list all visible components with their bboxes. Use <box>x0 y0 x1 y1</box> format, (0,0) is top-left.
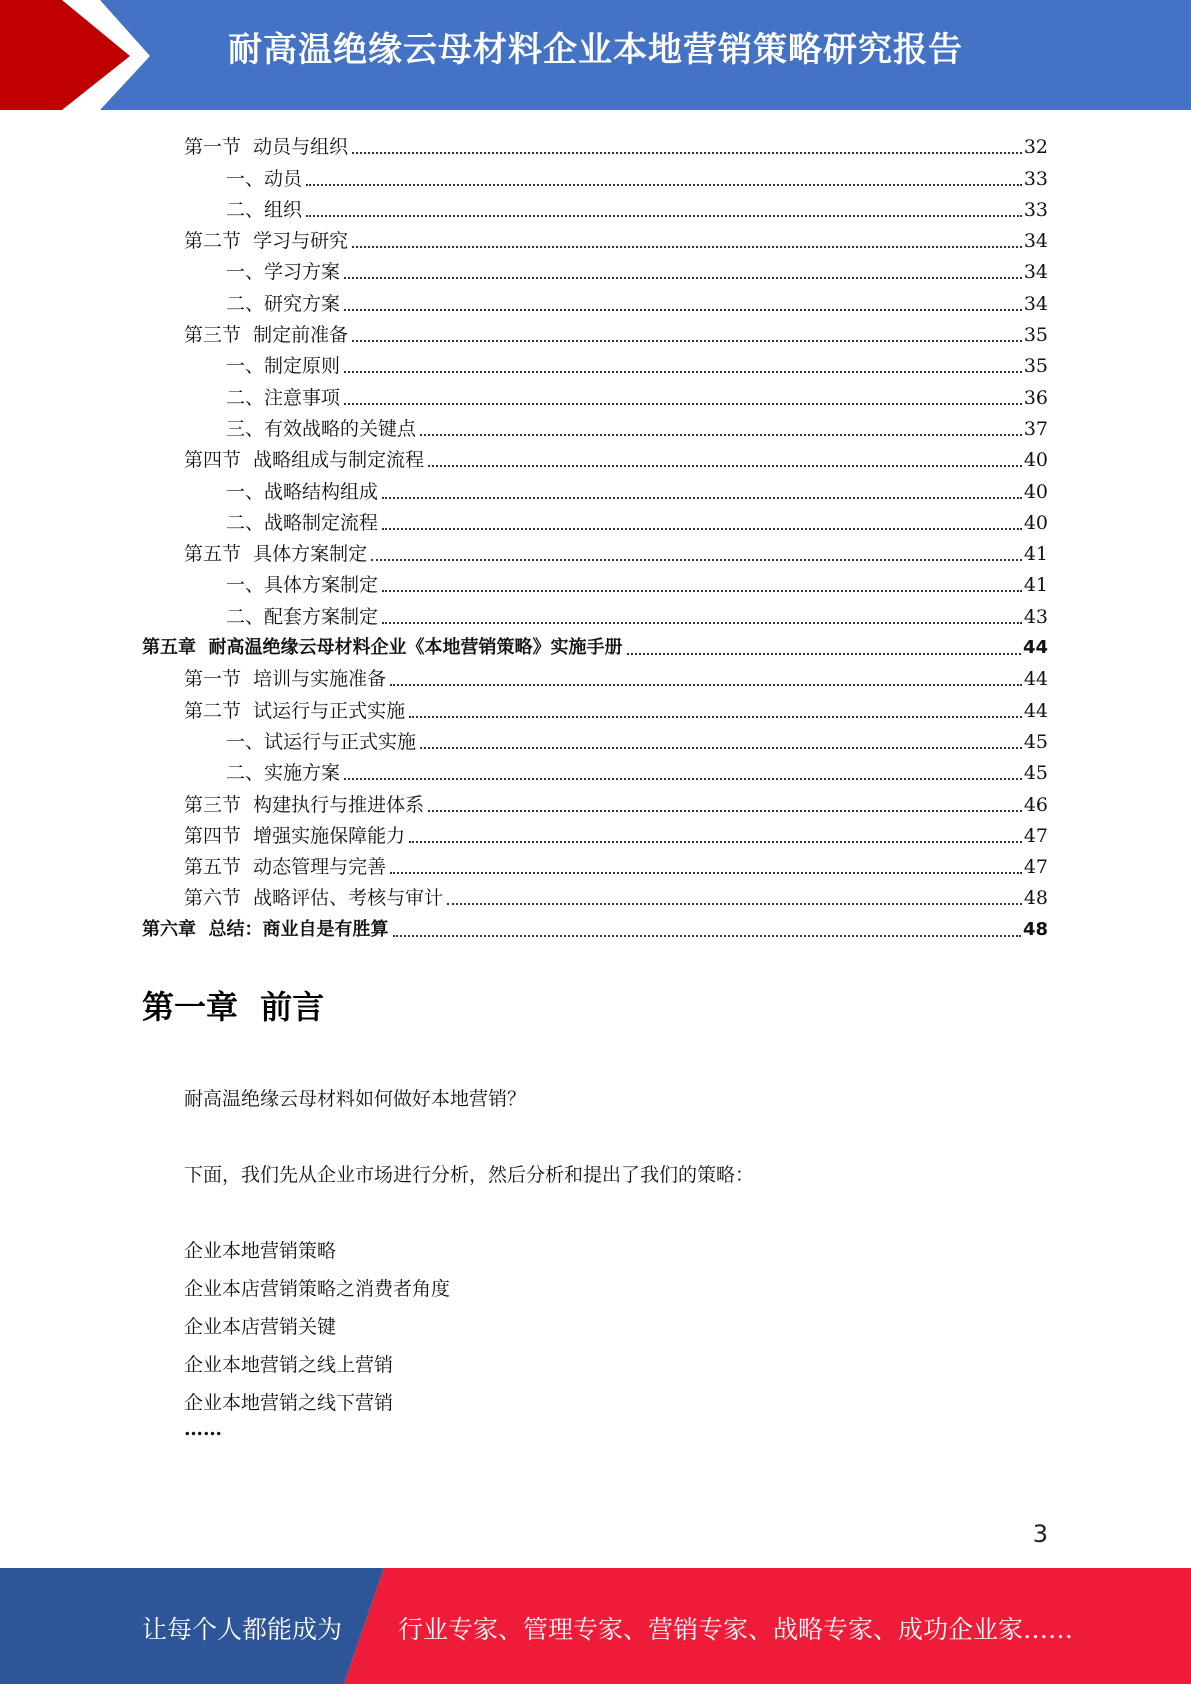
toc-entry-page: 44 <box>1023 668 1048 691</box>
toc-entry[interactable] <box>142 723 1048 754</box>
toc-entry-label: 一、制定原则 <box>226 355 341 378</box>
toc-entry[interactable] <box>142 378 1048 409</box>
toc-entry-page: 41 <box>1023 574 1048 597</box>
toc-dot-leader <box>352 138 1022 154</box>
toc-dot-leader <box>390 858 1022 874</box>
toc-entry-page: 44 <box>1022 637 1048 659</box>
chapter-title: 第一章 前言 <box>142 988 325 1026</box>
toc-entry-page: 34 <box>1023 292 1048 315</box>
toc-entry-label: 第四节 战略组成与制定流程 <box>184 449 425 472</box>
table-of-contents <box>142 128 1048 942</box>
toc-dot-leader <box>382 483 1022 499</box>
toc-dot-leader <box>382 608 1022 624</box>
toc-entry-label: 第三节 制定前准备 <box>184 324 349 347</box>
toc-entry[interactable] <box>142 566 1048 597</box>
toc-entry[interactable] <box>142 284 1048 315</box>
toc-entry-label: 二、研究方案 <box>226 292 341 315</box>
toc-entry-page: 46 <box>1023 793 1048 816</box>
toc-entry-label: 第五章 耐高温绝缘云母材料企业《本地营销策略》实施手册 <box>142 637 623 659</box>
toc-entry[interactable] <box>142 879 1048 910</box>
toc-entry-page: 33 <box>1023 167 1048 190</box>
toc-entry-page: 35 <box>1023 324 1048 347</box>
list-item: 企业本地营销之线上营销 <box>184 1354 394 1376</box>
toc-entry[interactable] <box>142 848 1048 879</box>
toc-entry-label: 一、战略结构组成 <box>226 480 379 503</box>
toc-dot-leader <box>371 545 1022 561</box>
toc-entry[interactable] <box>142 316 1048 347</box>
toc-entry-label: 二、组织 <box>226 198 303 221</box>
toc-entry[interactable] <box>142 785 1048 816</box>
toc-dot-leader <box>420 733 1022 749</box>
toc-entry[interactable] <box>142 222 1048 253</box>
toc-entry-page: 40 <box>1023 511 1048 534</box>
toc-entry-label: 二、实施方案 <box>226 762 341 785</box>
toc-dot-leader <box>393 921 1021 937</box>
toc-entry[interactable] <box>142 817 1048 848</box>
toc-entry-page: 48 <box>1023 887 1048 910</box>
toc-entry-page: 41 <box>1023 543 1048 566</box>
toc-entry[interactable] <box>142 128 1048 159</box>
toc-entry-page: 47 <box>1023 856 1048 879</box>
footer-banner <box>0 1568 1191 1684</box>
toc-entry-label: 二、配套方案制定 <box>226 605 379 628</box>
toc-entry-page: 40 <box>1023 449 1048 472</box>
intro-paragraph: 下面，我们先从企业市场进行分析，然后分析和提出了我们的策略： <box>184 1164 755 1186</box>
toc-dot-leader <box>352 326 1022 342</box>
toc-entry-page: 35 <box>1023 355 1048 378</box>
toc-entry-label: 二、注意事项 <box>226 386 341 409</box>
page-number: 3 <box>1032 1520 1048 1548</box>
toc-entry-page: 40 <box>1023 480 1048 503</box>
toc-entry-label: 第六节 战略评估、考核与审计 <box>184 887 444 910</box>
list-ellipsis: …… <box>184 1418 222 1440</box>
toc-dot-leader <box>382 514 1022 530</box>
toc-entry[interactable] <box>142 159 1048 190</box>
list-item: 企业本地营销之线下营销 <box>184 1392 394 1414</box>
toc-dot-leader <box>420 420 1022 436</box>
toc-entry-page: 34 <box>1023 230 1048 253</box>
header-banner <box>0 0 1191 110</box>
footer-slogan-right: 行业专家、管理专家、营销专家、战略专家、成功企业家…… <box>398 1615 1074 1644</box>
toc-entry-label: 一、试运行与正式实施 <box>226 730 417 753</box>
list-item: 企业本店营销策略之消费者角度 <box>184 1278 451 1300</box>
toc-entry-page: 32 <box>1023 136 1048 159</box>
intro-question: 耐高温绝缘云母材料如何做好本地营销？ <box>184 1088 527 1110</box>
toc-entry-label: 第二节 试运行与正式实施 <box>184 699 406 722</box>
toc-entry-label: 第五节 具体方案制定 <box>184 543 368 566</box>
toc-dot-leader <box>409 827 1022 843</box>
toc-entry-page: 34 <box>1023 261 1048 284</box>
toc-dot-leader <box>428 796 1022 812</box>
toc-entry[interactable] <box>142 410 1048 441</box>
toc-entry-page: 47 <box>1023 824 1048 847</box>
toc-entry-page: 45 <box>1023 730 1048 753</box>
toc-entry[interactable] <box>142 691 1048 722</box>
toc-entry[interactable] <box>142 535 1048 566</box>
toc-entry-page: 48 <box>1022 918 1048 940</box>
toc-entry-label: 第二节 学习与研究 <box>184 230 349 253</box>
toc-dot-leader <box>306 170 1022 186</box>
toc-entry[interactable] <box>142 441 1048 472</box>
toc-entry-page: 45 <box>1023 762 1048 785</box>
toc-dot-leader <box>627 639 1021 655</box>
list-item: 企业本店营销关键 <box>184 1316 337 1338</box>
toc-dot-leader <box>306 201 1022 217</box>
list-item: 企业本地营销策略 <box>184 1240 337 1262</box>
toc-entry[interactable] <box>142 253 1048 284</box>
toc-entry-label: 第五节 动态管理与完善 <box>184 856 387 879</box>
toc-dot-leader <box>428 451 1022 467</box>
footer-slogan-left: 让每个人都能成为 <box>142 1615 343 1644</box>
toc-entry-page: 36 <box>1023 386 1048 409</box>
toc-entry[interactable] <box>142 660 1048 691</box>
toc-entry-label: 一、动员 <box>226 167 303 190</box>
toc-entry[interactable] <box>142 754 1048 785</box>
toc-entry-label: 三、有效战略的关键点 <box>226 417 417 440</box>
toc-entry[interactable] <box>142 191 1048 222</box>
report-title: 耐高温绝缘云母材料企业本地营销策略研究报告 <box>228 30 963 70</box>
toc-dot-leader <box>344 389 1022 405</box>
toc-entry-page: 44 <box>1023 699 1048 722</box>
toc-entry-label: 一、学习方案 <box>226 261 341 284</box>
toc-entry[interactable] <box>142 347 1048 378</box>
toc-dot-leader <box>352 232 1022 248</box>
toc-entry-label: 第一节 动员与组织 <box>184 136 349 159</box>
toc-dot-leader <box>409 702 1022 718</box>
toc-entry[interactable] <box>142 504 1048 535</box>
toc-dot-leader <box>344 263 1022 279</box>
toc-entry-page: 33 <box>1023 198 1048 221</box>
toc-entry-label: 第四节 增强实施保障能力 <box>184 824 406 847</box>
toc-entry-label: 第六章 总结：商业自是有胜算 <box>142 918 389 940</box>
toc-dot-leader <box>344 357 1022 373</box>
toc-entry-label: 一、具体方案制定 <box>226 574 379 597</box>
toc-entry[interactable] <box>142 597 1048 628</box>
toc-dot-leader <box>382 576 1022 592</box>
toc-entry[interactable] <box>142 910 1048 941</box>
toc-entry-page: 37 <box>1023 417 1048 440</box>
toc-entry-label: 第三节 构建执行与推进体系 <box>184 793 425 816</box>
toc-entry[interactable] <box>142 472 1048 503</box>
toc-dot-leader <box>344 764 1022 780</box>
toc-entry-label: 第一节 培训与实施准备 <box>184 668 387 691</box>
toc-entry-label: 二、战略制定流程 <box>226 511 379 534</box>
toc-dot-leader <box>447 889 1022 905</box>
toc-dot-leader <box>390 670 1022 686</box>
toc-dot-leader <box>344 295 1022 311</box>
strategy-list <box>184 1232 450 1422</box>
toc-entry[interactable] <box>142 629 1048 660</box>
toc-entry-page: 43 <box>1023 605 1048 628</box>
